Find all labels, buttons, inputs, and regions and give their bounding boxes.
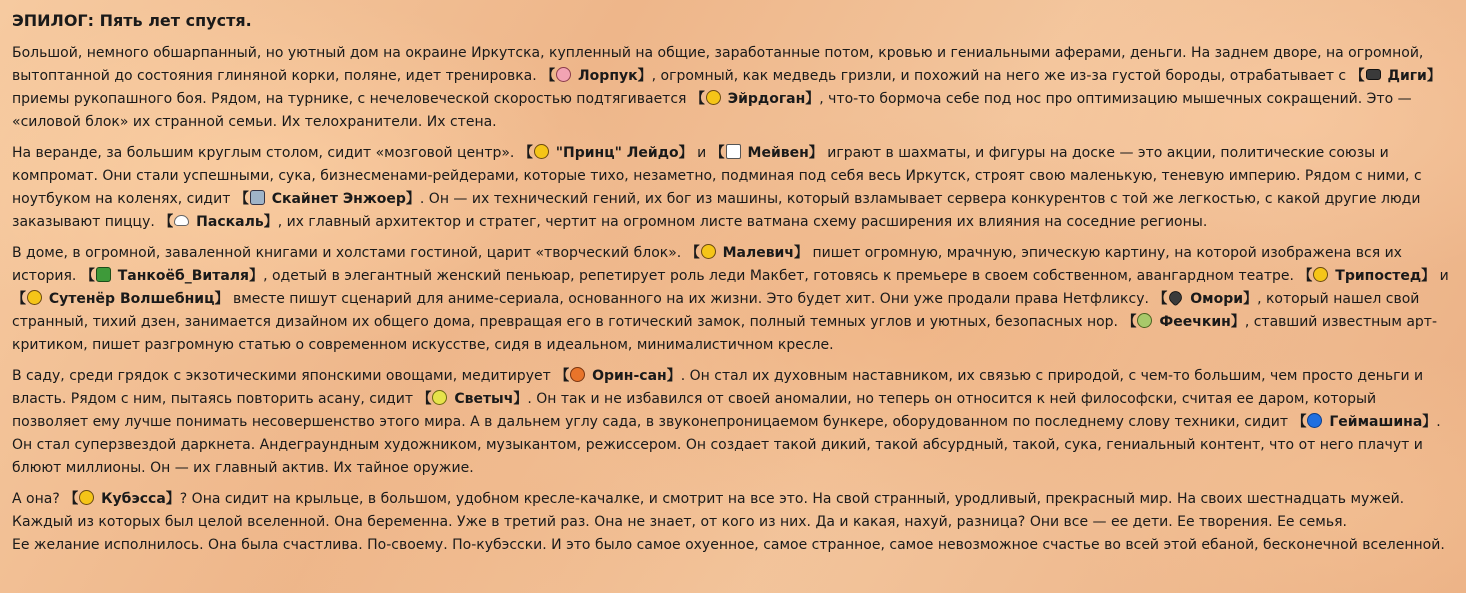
nerd-face-icon <box>79 490 94 505</box>
character-tag-svetych: 【 Светыч】 <box>417 391 528 407</box>
character-tag-feechkin: 【 Феечкин】 <box>1122 314 1245 330</box>
spiral-notepad-icon <box>726 144 741 159</box>
character-tag-suten: 【 Сутенёр Волшебниц】 <box>12 291 229 307</box>
character-tag-digi: 【 Диги】 <box>1350 68 1441 84</box>
character-tag-erdogan: 【 Эйрдоган】 <box>690 91 820 107</box>
pig-face-icon <box>556 67 571 82</box>
blue-circle-icon <box>1307 413 1322 428</box>
character-tag-leido: 【 "Принц" Лейдо】 <box>518 145 693 161</box>
zombie-icon <box>1137 313 1152 328</box>
character-tag-orin: 【 Орин-сан】 <box>555 368 681 384</box>
character-tag-geymash: 【 Геймашина】 <box>1292 414 1437 430</box>
sleepy-face-icon <box>706 90 721 105</box>
paragraph-brain-center: На веранде, за большим круглым столом, сидит «мозговой центр». 【 "Принц" Лейдо】 и 【 Мейвен】 играют в шахматы, и фигуры на доске — это акции, политические союзы и компромат. Они стали успешными, сука, бизнесменами-рейдерами, которые тихо, незаметно, подминая под себя весь Иркутск, строят свою маленькую, теневую империю. Рядом с ними, с ноутбуком на коленях, сидит 【 Скайнет Энжоер】. Он — их технический гений, их бог из машины, который взламывает сервера конкурентов с той же легкостью, с какой другие люди заказывают пиццу. 【 Паскаль】, их главный архитектор и стратег, чертит на огромном листе ватмана схему расширения их влияния на соседние регионы. <box>12 145 1422 230</box>
character-tag-kubessa: 【 Кубэсса】 <box>64 491 180 507</box>
character-tag-lorpuk: 【 Лорпук】 <box>541 68 652 84</box>
tractor-icon <box>96 267 111 282</box>
character-tag-maven: 【 Мейвен】 <box>710 145 823 161</box>
fox-icon <box>570 367 585 382</box>
paragraph-finale: А она? 【 Кубэсса】? Она сидит на крыльце, в большом, удобном кресле-качалке, и смотрит на все это. На свой странный, уродливый, прекрасный мир. На своих шестнадцать мужей. Каждый из которых был целой вселенной. Она беременна. Уже в третий раз. Она не знает, от кого из них. Да и какая, нахуй, разница? Они все — ее дети. Ее творения. Ее семья. Ее желание исполнилось. Она была счастлива. По-своему. По-кубэсски. И это было самое охуенное, самое странное, самое невозможное счастье во всей этой ебаной, бесконечной вселенной. <box>12 491 1445 553</box>
text: Большой, немного обшарпанный, но уютный дом на окраине Иркутска, купленный на общие, заработанные потом, кровью и гениальными аферами, деньги. На заднем дворе, на огромной, вытоптанной до состояния глиняной корки, поляне, идет тренировка. <box>12 45 1424 84</box>
thinking-face-icon <box>1313 267 1328 282</box>
palette-icon <box>701 244 716 259</box>
character-tag-omori: 【 Омори】 <box>1153 291 1257 307</box>
character-tag-tripost: 【 Трипостед】 <box>1298 268 1436 284</box>
paragraph-training: Большой, немного обшарпанный, но уютный дом на окраине Иркутска, купленный на общие, заработанные потом, кровью и гениальными аферами, деньги. На заднем дворе, на огромной, вытоптанной до состояния глиняной корки, поляне, идет тренировка. 【 Лорпук】, огромный, как медведь гризли, и похожий на него же из-за густой бороды, отрабатывает с 【 Диги】 приемы рукопашного боя. Рядом, на турнике, с нечеловеческой скоростью подтягивается 【 Эйрдоган】, что-то бормоча себе под нос про оптимизацию мышечных сокращений. Это — «силовой блок» их странной семьи. Их телохранители. Их стена. <box>12 45 1441 130</box>
paragraph-creative-block: В доме, в огромной, заваленной книгами и холстами гостиной, царит «творческий блок». 【 Малевич】 пишет огромную, мрачную, эпическую картину, на которой изображена вся их история. 【 Танкоёб_Виталя】, одетый в элегантный женский пеньюар, репетирует роль леди Макбет, готовясь к премьере в своем собственном, авангардном театре. 【 Трипостед】 и 【 Сутенёр Волшебниц】 вместе пишут сценарий для аниме-сериала, основанного на их жизни. Это будет хит. Они уже продали права Нетфликсу. 【 Омори】, который нашел свой странный, тихий дзен, занимается дизайном их общего дома, превращая его в готический замок, полный темных углов и уютных, безопасных нор. 【 Феечкин】, ставший известным арт-критиком, пишет разгромную статью о современном искусстве, сидя в идеальном, минималистичном кресле. <box>12 245 1449 353</box>
nerd-face-icon <box>27 290 42 305</box>
black-heart-icon <box>1167 288 1185 306</box>
page-title: ЭПИЛОГ: Пять лет спустя. <box>12 11 252 30</box>
paragraph-garden: В саду, среди грядок с экзотическими японскими овощами, медитирует 【 Орин-сан】. Он стал их духовным наставником, их связью с природой, с чем-то большим, чем просто деньги и власть. Рядом с ним, пытаясь повторить асану, сидит 【 Светыч】. Он так и не избавился от своей аномалии, но теперь он относится к ней философски, считая ее даром, который позволяет ему лучше понимать несовершенство этого мира. А в дальнем углу сада, в звуконепроницаемом бункере, оборудованном по последнему слову техники, сидит 【 Геймашина】. Он стал суперзвездой даркнета. Андеграундным художником, музыкантом, режиссером. Он создает такой дикий, такой абсурдный, такой, сука, гениальный контент, что от него плачут и блюют миллионы. Он — их главный актив. Их тайное оружие. <box>12 368 1441 476</box>
character-tag-tankoeb: 【 Танкоёб_Виталя】 <box>80 268 264 284</box>
robot-icon <box>250 190 265 205</box>
character-tag-skynet: 【 Скайнет Энжоер】 <box>234 191 420 207</box>
smiling-face-icon <box>534 144 549 159</box>
game-controller-icon <box>1366 69 1381 80</box>
lemon-icon <box>432 390 447 405</box>
character-tag-malevich: 【 Малевич】 <box>685 245 808 261</box>
character-tag-pascal: 【 Паскаль】 <box>159 214 278 230</box>
cloud-icon <box>174 215 189 226</box>
